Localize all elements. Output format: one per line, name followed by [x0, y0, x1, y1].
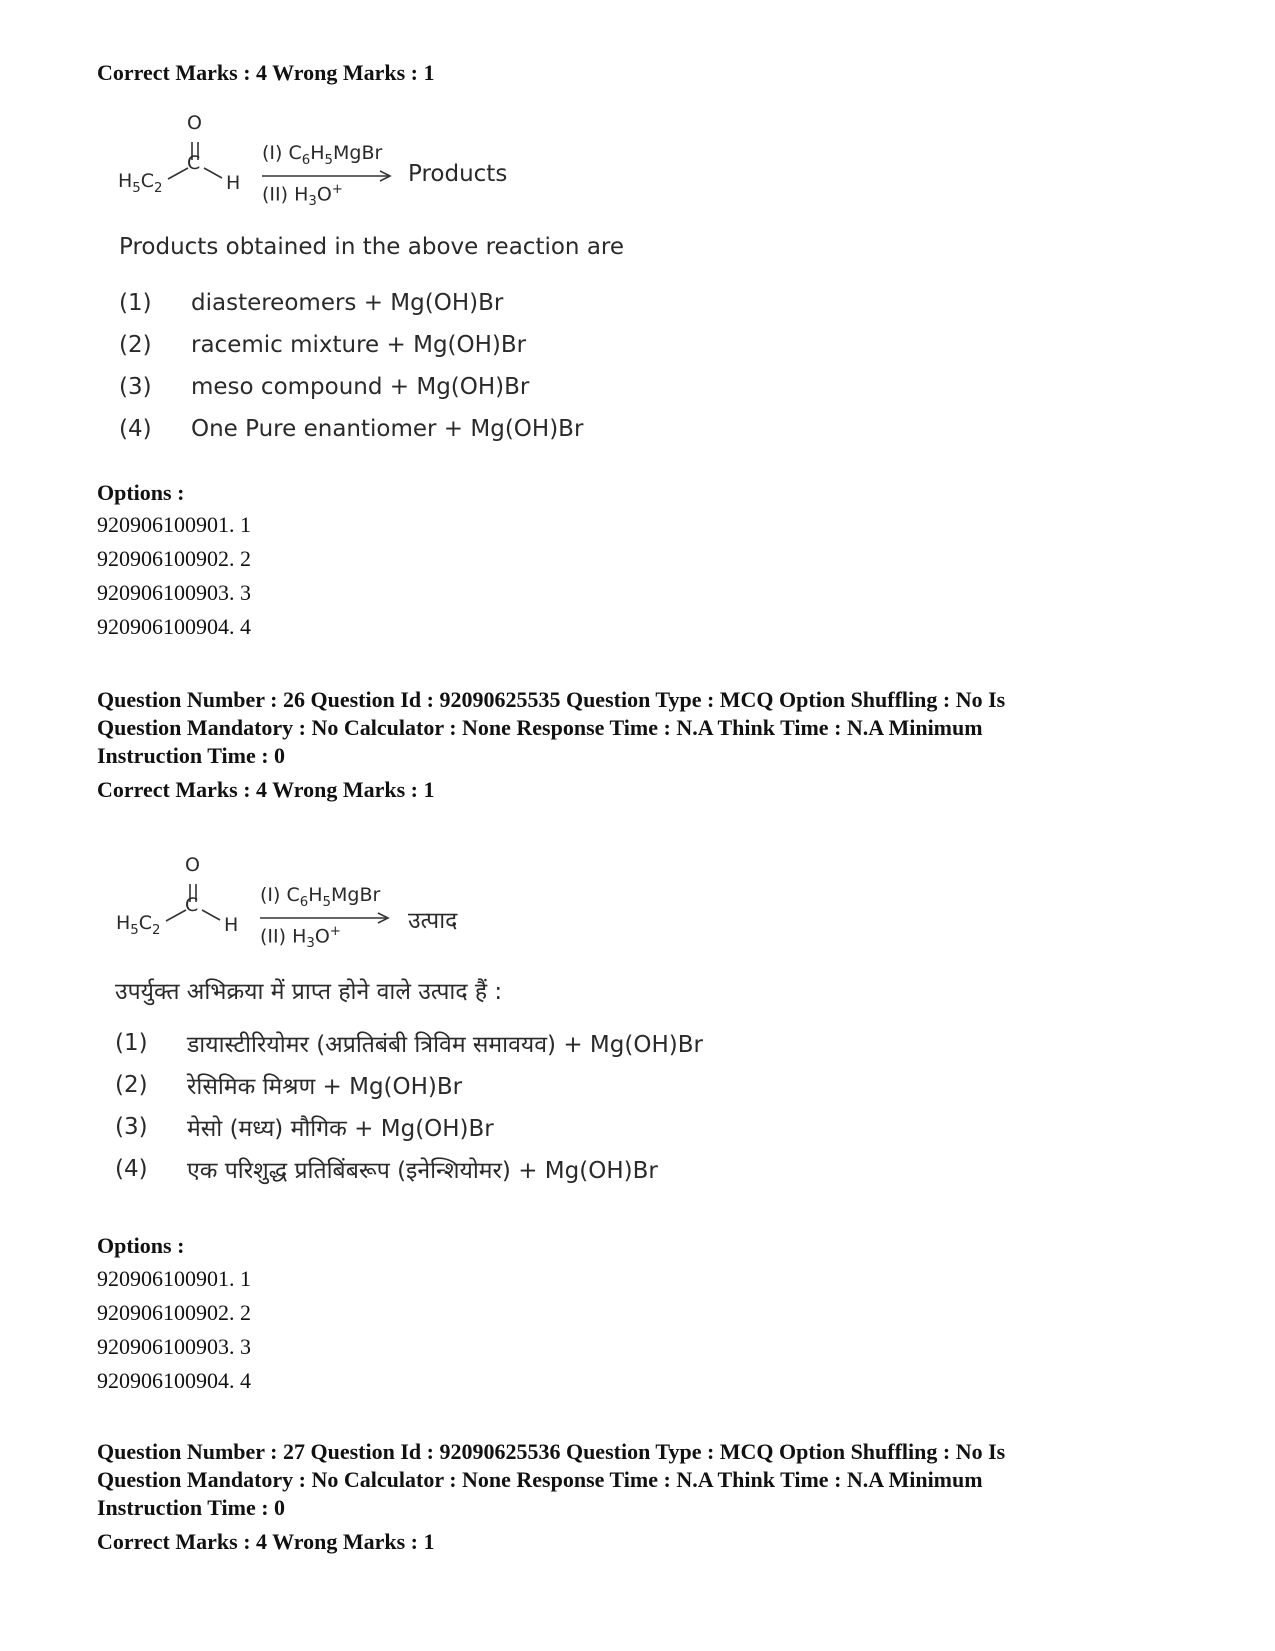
reagent-grignard: (I) $C_6H_5MgBr$ [260, 884, 381, 910]
marks-line: Correct Marks : 4 Wrong Marks : 1 [97, 60, 435, 85]
reagent-hydrolysis: (II) $H_3O^+$ [262, 182, 343, 210]
marks-line: Correct Marks : 4 Wrong Marks : 1 [97, 1529, 435, 1554]
oxygen-atom: O [187, 112, 202, 134]
options-heading: Options : [97, 1233, 185, 1258]
choice-item: (3) meso compound + Mg(OH)Br [119, 374, 530, 400]
reagent-hydrolysis: (II) $H_3O^+$ [260, 924, 341, 952]
choice-item: (2) रेसिमिक मिश्रण + Mg(OH)Br [115, 1072, 463, 1100]
question-header [97, 1438, 1005, 1522]
question-text: Products obtained in the above reaction are [119, 234, 625, 260]
carbon-atom: C [187, 152, 201, 174]
option-item: 920906100903. 3 [97, 580, 251, 605]
option-item: 920906100901. 1 [97, 512, 251, 537]
choice-item: (1) डायास्टीरियोमर (अप्रतिबंबी त्रिविम समावयव) + Mg(OH)Br [115, 1030, 703, 1058]
header-line: Instruction Time : 0 [97, 743, 286, 768]
option-item: 920906100901. 1 [97, 1266, 251, 1291]
choice-item: (4) One Pure enantiomer + Mg(OH)Br [119, 416, 584, 442]
choice-item: (4) एक परिशुद्ध प्रतिबिंबरूप (इनेन्शियोमर) + Mg(OH)Br [115, 1156, 658, 1184]
question-text: उपर्युक्त अभिक्रया में प्राप्त होने वाले उत्पाद हैं : [115, 979, 503, 1005]
choice-list [115, 1022, 703, 1190]
reagent-grignard: (I) $C_6H_5MgBr$ [262, 142, 383, 168]
options-heading: Options : [97, 480, 185, 505]
header-line: Question Mandatory : No Calculator : None Response Time : N.A Think Time : N.A Minimum [97, 715, 983, 740]
choice-item: (3) मेसो (मध्य) मौगिक + Mg(OH)Br [115, 1114, 494, 1142]
reaction-product: Products [408, 161, 508, 187]
question-header [97, 686, 1005, 770]
choice-list [119, 282, 583, 450]
ethyl-group: $H_5C_2$ [118, 170, 163, 196]
hydrogen-atom: H [224, 914, 239, 936]
options-list [97, 508, 251, 644]
header-line: Instruction Time : 0 [97, 1495, 286, 1520]
header-line: Question Mandatory : No Calculator : None Response Time : N.A Think Time : N.A Minimum [97, 1467, 983, 1492]
ethyl-group: $H_5C_2$ [116, 912, 161, 938]
carbon-atom: C [185, 894, 199, 916]
option-item: 920906100904. 4 [97, 1368, 251, 1393]
header-line: Question Number : 26 Question Id : 92090625535 Question Type : MCQ Option Shuffling : No Is [97, 687, 1006, 712]
marks-line: Correct Marks : 4 Wrong Marks : 1 [97, 777, 435, 802]
reaction-product: उत्पाद [408, 908, 458, 934]
option-item: 920906100902. 2 [97, 1300, 251, 1325]
oxygen-atom: O [185, 854, 200, 876]
option-item: 920906100903. 3 [97, 1334, 251, 1359]
choice-item: (2) racemic mixture + Mg(OH)Br [119, 332, 527, 358]
hydrogen-atom: H [226, 172, 241, 194]
choice-item: (1) diastereomers + Mg(OH)Br [119, 290, 504, 316]
option-item: 920906100904. 4 [97, 614, 251, 639]
reaction-scheme [110, 108, 550, 218]
option-item: 920906100902. 2 [97, 546, 251, 571]
header-line: Question Number : 27 Question Id : 92090625536 Question Type : MCQ Option Shuffling : No Is [97, 1439, 1006, 1464]
options-list [97, 1262, 251, 1398]
reaction-scheme [108, 850, 548, 960]
